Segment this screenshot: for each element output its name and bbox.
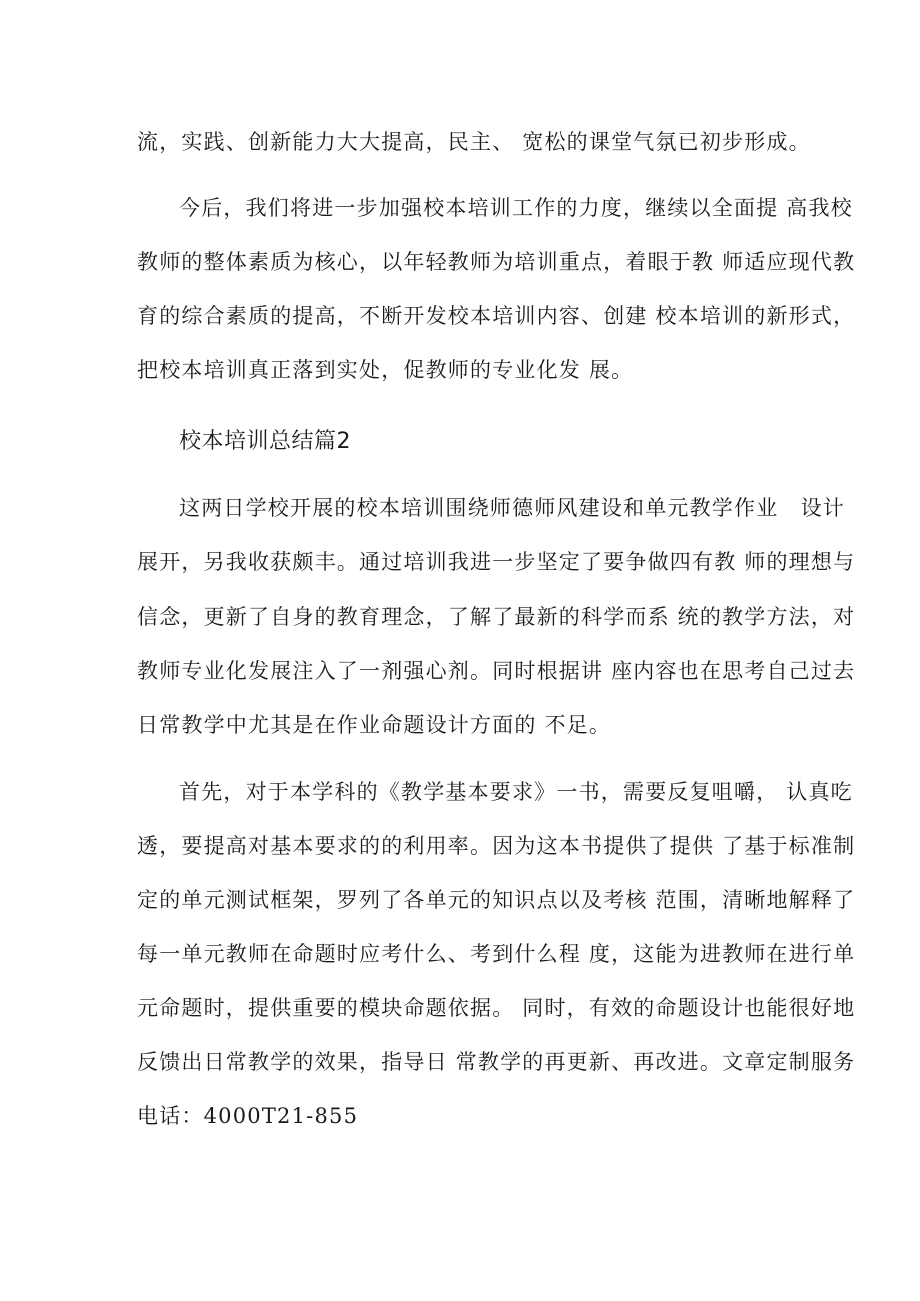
section-heading: 校本培训总结篇2 [179, 429, 351, 454]
paragraph-3-line-1: 这两日学校开展的校本培训围绕师德师风建设和单元教学作业 设计 [179, 496, 845, 520]
paragraph-3-line-4: 教师专业化发展注入了一剂强心剂。同时根据讲 座内容也在思考自己过去 [137, 659, 856, 683]
paragraph-2-line-3: 育的综合素质的提高，不断开发校本培训内容、创建 校本培训的新形式， [137, 304, 856, 328]
paragraph-2-line-1: 今后，我们将进一步加强校本培训工作的力度，继续以全面提 高我校 [179, 196, 853, 220]
paragraph-3-line-3: 信念，更新了自身的教育理念，了解了最新的科学而系 统的教学方法，对 [137, 605, 856, 629]
paragraph-4-line-4: 每一单元教师在命题时应考什么、考到什么程 度，这能为进教师在进行单 [137, 942, 856, 966]
paragraph-4-line-1: 首先，对于本学科的《教学基本要求》一书，需要反复咀嚼， 认真吃 [179, 780, 853, 804]
paragraph-3-line-2: 展开，另我收获颇丰。通过培训我进一步坚定了要争做四有教 师的理想与 [137, 550, 856, 574]
paragraph-4-line-2: 透，要提高对基本要求的的利用率。因为这本书提供了提供 了基于标准制 [137, 834, 856, 858]
paragraph-4-line-3: 定的单元测试框架，罗列了各单元的知识点以及考核 范围，清晰地解释了 [137, 888, 856, 912]
paragraph-4-line-5: 元命题时，提供重要的模块命题依据。 同时，有效的命题设计也能很好地 [137, 996, 856, 1020]
paragraph-3-line-5: 日常教学中尤其是在作业命题设计方面的 不足。 [137, 713, 612, 737]
paragraph-2-line-2: 教师的整体素质为核心，以年轻教师为培训重点，着眼于教 师适应现代教 [137, 250, 856, 274]
paragraph-4-line-6: 反馈出日常教学的效果，指导日 常教学的再更新、再改进。文章定制服务 [137, 1050, 856, 1074]
paragraph-1-line-1: 流，实践、创新能力大大提高，民主、 宽松的课堂气氛已初步形成。 [137, 130, 811, 154]
paragraph-4-line-7: 电话：4000T21-855 [137, 1104, 359, 1128]
paragraph-2-line-4: 把校本培训真正落到实处，促教师的专业化发 展。 [137, 358, 634, 382]
